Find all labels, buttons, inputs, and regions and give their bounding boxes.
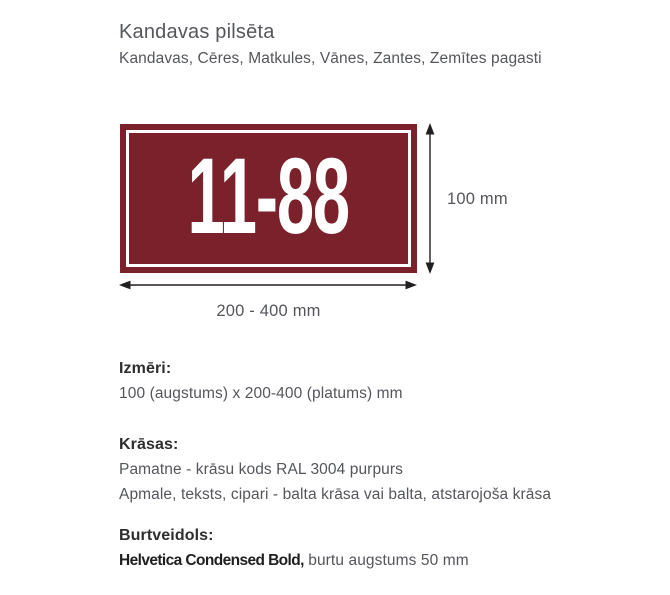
typeface-font-name: Helvetica Condensed Bold, — [119, 552, 304, 569]
number-plate — [120, 124, 417, 273]
height-dimension-label: 100 mm — [447, 190, 508, 208]
colors-heading: Krāsas: — [119, 436, 179, 453]
typeface-detail: burtu augstums 50 mm — [303, 552, 469, 569]
plate-number: 11-88 — [187, 134, 350, 256]
spec-section-dimensions — [119, 356, 403, 406]
typeface-value-line — [119, 548, 469, 573]
colors-border-line: Apmale, teksts, cipari - balta krāsa vai balta, atstarojoša krāsa — [119, 486, 552, 503]
dimensions-value: 100 (augstums) x 200-400 (platums) mm — [119, 385, 403, 402]
typeface-heading: Burtveidols: — [119, 527, 214, 544]
dimensions-heading: Izmēri: — [119, 360, 172, 377]
page-title: Kandavas pilsēta — [119, 21, 275, 43]
width-dimension-label: 200 - 400 mm — [216, 302, 321, 320]
spec-section-colors — [119, 432, 551, 507]
width-dimension-arrow — [119, 277, 417, 293]
page-subtitle: Kandavas, Cēres, Matkules, Vānes, Zantes, Zemītes pagasti — [119, 50, 542, 67]
height-dimension-arrow — [422, 123, 438, 274]
colors-base-line: Pamatne - krāsu kods RAL 3004 purpurs — [119, 461, 403, 478]
spec-section-typeface — [119, 523, 469, 573]
